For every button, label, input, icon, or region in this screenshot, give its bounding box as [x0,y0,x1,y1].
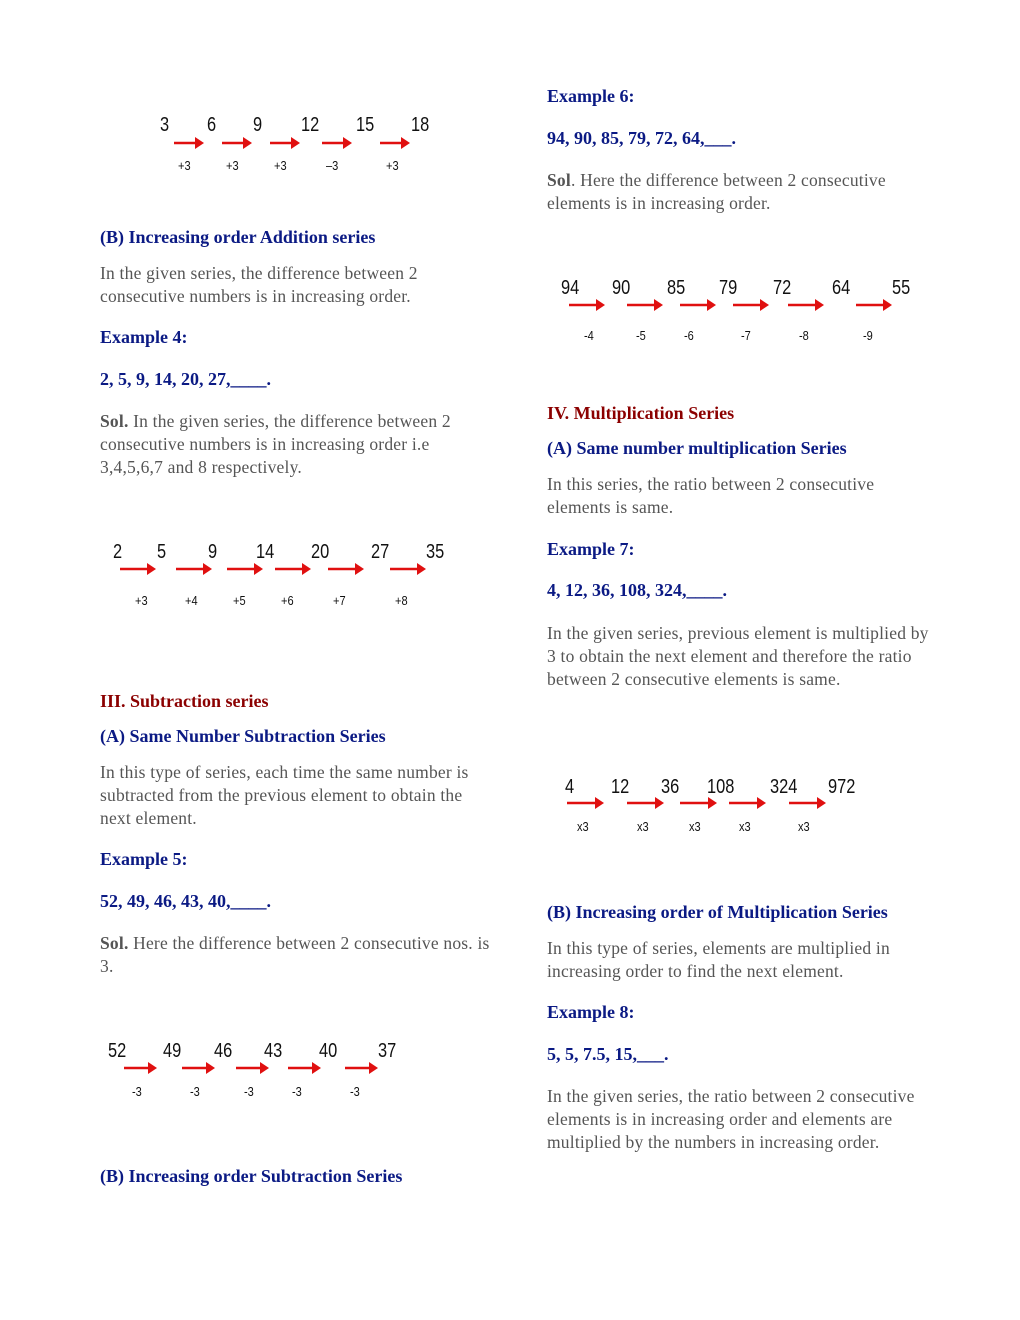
right-arrow-icon [567,797,606,809]
series-operation: +3 [135,593,148,608]
sol-label: Sol. [100,933,129,953]
series-number: 108 [707,776,735,798]
series-number: 4 [565,776,575,798]
series-number: 64 [832,277,851,299]
example-6-series: 94, 90, 85, 79, 72, 64,___. [547,128,736,148]
series-number: 49 [163,1040,182,1062]
right-arrow-icon [222,137,254,149]
right-arrow-icon [569,299,607,311]
right-arrow-icon [227,563,265,575]
series-number: 6 [207,114,217,136]
series-operation: +5 [233,593,246,608]
series-number: 35 [426,541,445,563]
series-operation: +3 [226,158,239,173]
example-4-label: Example 4: [100,327,188,347]
series-operation: +3 [274,158,287,173]
series-operation: x3 [577,819,589,834]
sol-text: Here the difference between 2 consecutive nos. is 3. [100,933,490,976]
right-arrow-icon [328,563,366,575]
right-arrow-icon [856,299,894,311]
series-number: 79 [719,277,738,299]
section-heading-increasing-subtraction: (B) Increasing order Subtraction Series [100,1166,403,1186]
series-operation: -7 [741,328,751,343]
series-number: 324 [770,776,798,798]
series-operation: -8 [799,328,809,343]
section-heading-subtraction: III. Subtraction series [100,691,269,711]
right-arrow-icon [270,137,302,149]
right-arrow-icon [322,137,354,149]
example-4-series: 2, 5, 9, 14, 20, 27,____. [100,369,271,389]
right-arrow-icon [390,563,428,575]
series-operation: +3 [178,158,191,173]
sol-label: Sol. [100,411,129,431]
right-arrow-icon [120,563,158,575]
series-number: 43 [264,1040,283,1062]
series-operation: -3 [244,1084,254,1099]
example-8-text: In the given series, the ratio between 2 consecutive elements is in increasing order and elements are multiplied by the numbers in increasing order. [547,1086,915,1152]
right-arrow-icon [236,1062,271,1074]
series-operation: +7 [333,593,346,608]
section-heading-increasing-addition: (B) Increasing order Addition series [100,227,376,247]
right-arrow-icon [729,797,768,809]
series-number: 9 [253,114,263,136]
series-number: 55 [892,277,911,299]
example-5-solution [100,932,490,978]
example-5-series: 52, 49, 46, 43, 40,____. [100,891,271,911]
right-arrow-icon [275,563,313,575]
example-6-solution [547,169,932,215]
series-number: 46 [214,1040,233,1062]
sol-text: . Here the difference between 2 consecutive elements is in increasing order. [547,170,886,213]
right-arrow-icon [680,797,719,809]
series-operation: -3 [190,1084,200,1099]
series-operation: +6 [281,593,294,608]
section-text-increasing-addition: In the given series, the difference between 2 consecutive numbers is in increasing order. [100,263,418,306]
series-number: 37 [378,1040,397,1062]
series-operation: -4 [584,328,594,343]
series-number: 27 [371,541,390,563]
sol-label: Sol [547,170,571,190]
right-arrow-icon [380,137,412,149]
example-7-series: 4, 12, 36, 108, 324,____. [547,580,727,600]
right-arrow-icon [174,137,206,149]
section-text-increasing-multiplication: In this type of series, elements are multiplied in increasing order to find the next element. [547,938,890,981]
series-operation: -5 [636,328,646,343]
series-operation: -3 [132,1084,142,1099]
series-number: 9 [208,541,218,563]
series-number: 72 [773,277,792,299]
series-number: 94 [561,277,580,299]
section-heading-same-multiplication: (A) Same number multiplication Series [547,438,847,458]
series-number: 2 [113,541,123,563]
sol-text: In the given series, the difference between 2 consecutive numbers is in increasing order i.e 3,4,5,6,7 and 8 respectively. [100,411,451,477]
example-4-solution [100,410,490,479]
right-arrow-icon [182,1062,217,1074]
section-text-same-subtraction: In this type of series, each time the same number is subtracted from the previous element to obtain the next element. [100,762,469,828]
series-number: 12 [611,776,630,798]
right-arrow-icon [124,1062,159,1074]
example-8-series: 5, 5, 7.5, 15,___. [547,1044,669,1064]
series-number: 12 [301,114,320,136]
example-7-label: Example 7: [547,539,635,559]
series-number: 5 [157,541,167,563]
section-heading-multiplication: IV. Multiplication Series [547,403,735,423]
series-number: 3 [160,114,170,136]
right-arrow-icon [627,797,666,809]
example-8-label: Example 8: [547,1002,635,1022]
series-operation: -3 [350,1084,360,1099]
series-operation: x3 [689,819,701,834]
series-number: 14 [256,541,275,563]
series-number: 52 [108,1040,127,1062]
series-operation: -3 [292,1084,302,1099]
series-number: 18 [411,114,430,136]
right-arrow-icon [176,563,214,575]
series-number: 972 [828,776,856,798]
series-operation: x3 [798,819,810,834]
section-heading-same-subtraction: (A) Same Number Subtraction Series [100,726,386,746]
example-6-label: Example 6: [547,86,635,106]
series-operation: –3 [326,158,339,173]
right-arrow-icon [627,299,665,311]
series-number: 36 [661,776,680,798]
series-operation: x3 [739,819,751,834]
series-number: 85 [667,277,686,299]
series-operation: x3 [637,819,649,834]
series-operation: +3 [386,158,399,173]
series-operation: +4 [185,593,198,608]
example-5-label: Example 5: [100,849,188,869]
example-7-text: In the given series, previous element is multiplied by 3 to obtain the next element and therefore the ratio between 2 consecutive elements is same. [547,623,929,689]
series-number: 90 [612,277,631,299]
series-operation: -6 [684,328,694,343]
section-text-same-multiplication: In this series, the ratio between 2 consecutive elements is same. [547,474,875,517]
right-arrow-icon [788,299,826,311]
right-arrow-icon [733,299,771,311]
right-arrow-icon [789,797,828,809]
right-arrow-icon [345,1062,380,1074]
series-number: 15 [356,114,375,136]
section-heading-increasing-multiplication: (B) Increasing order of Multiplication Series [547,902,888,922]
series-operation: -9 [863,328,873,343]
series-number: 20 [311,541,330,563]
right-arrow-icon [680,299,718,311]
series-number: 40 [319,1040,338,1062]
right-arrow-icon [288,1062,323,1074]
series-operation: +8 [395,593,408,608]
